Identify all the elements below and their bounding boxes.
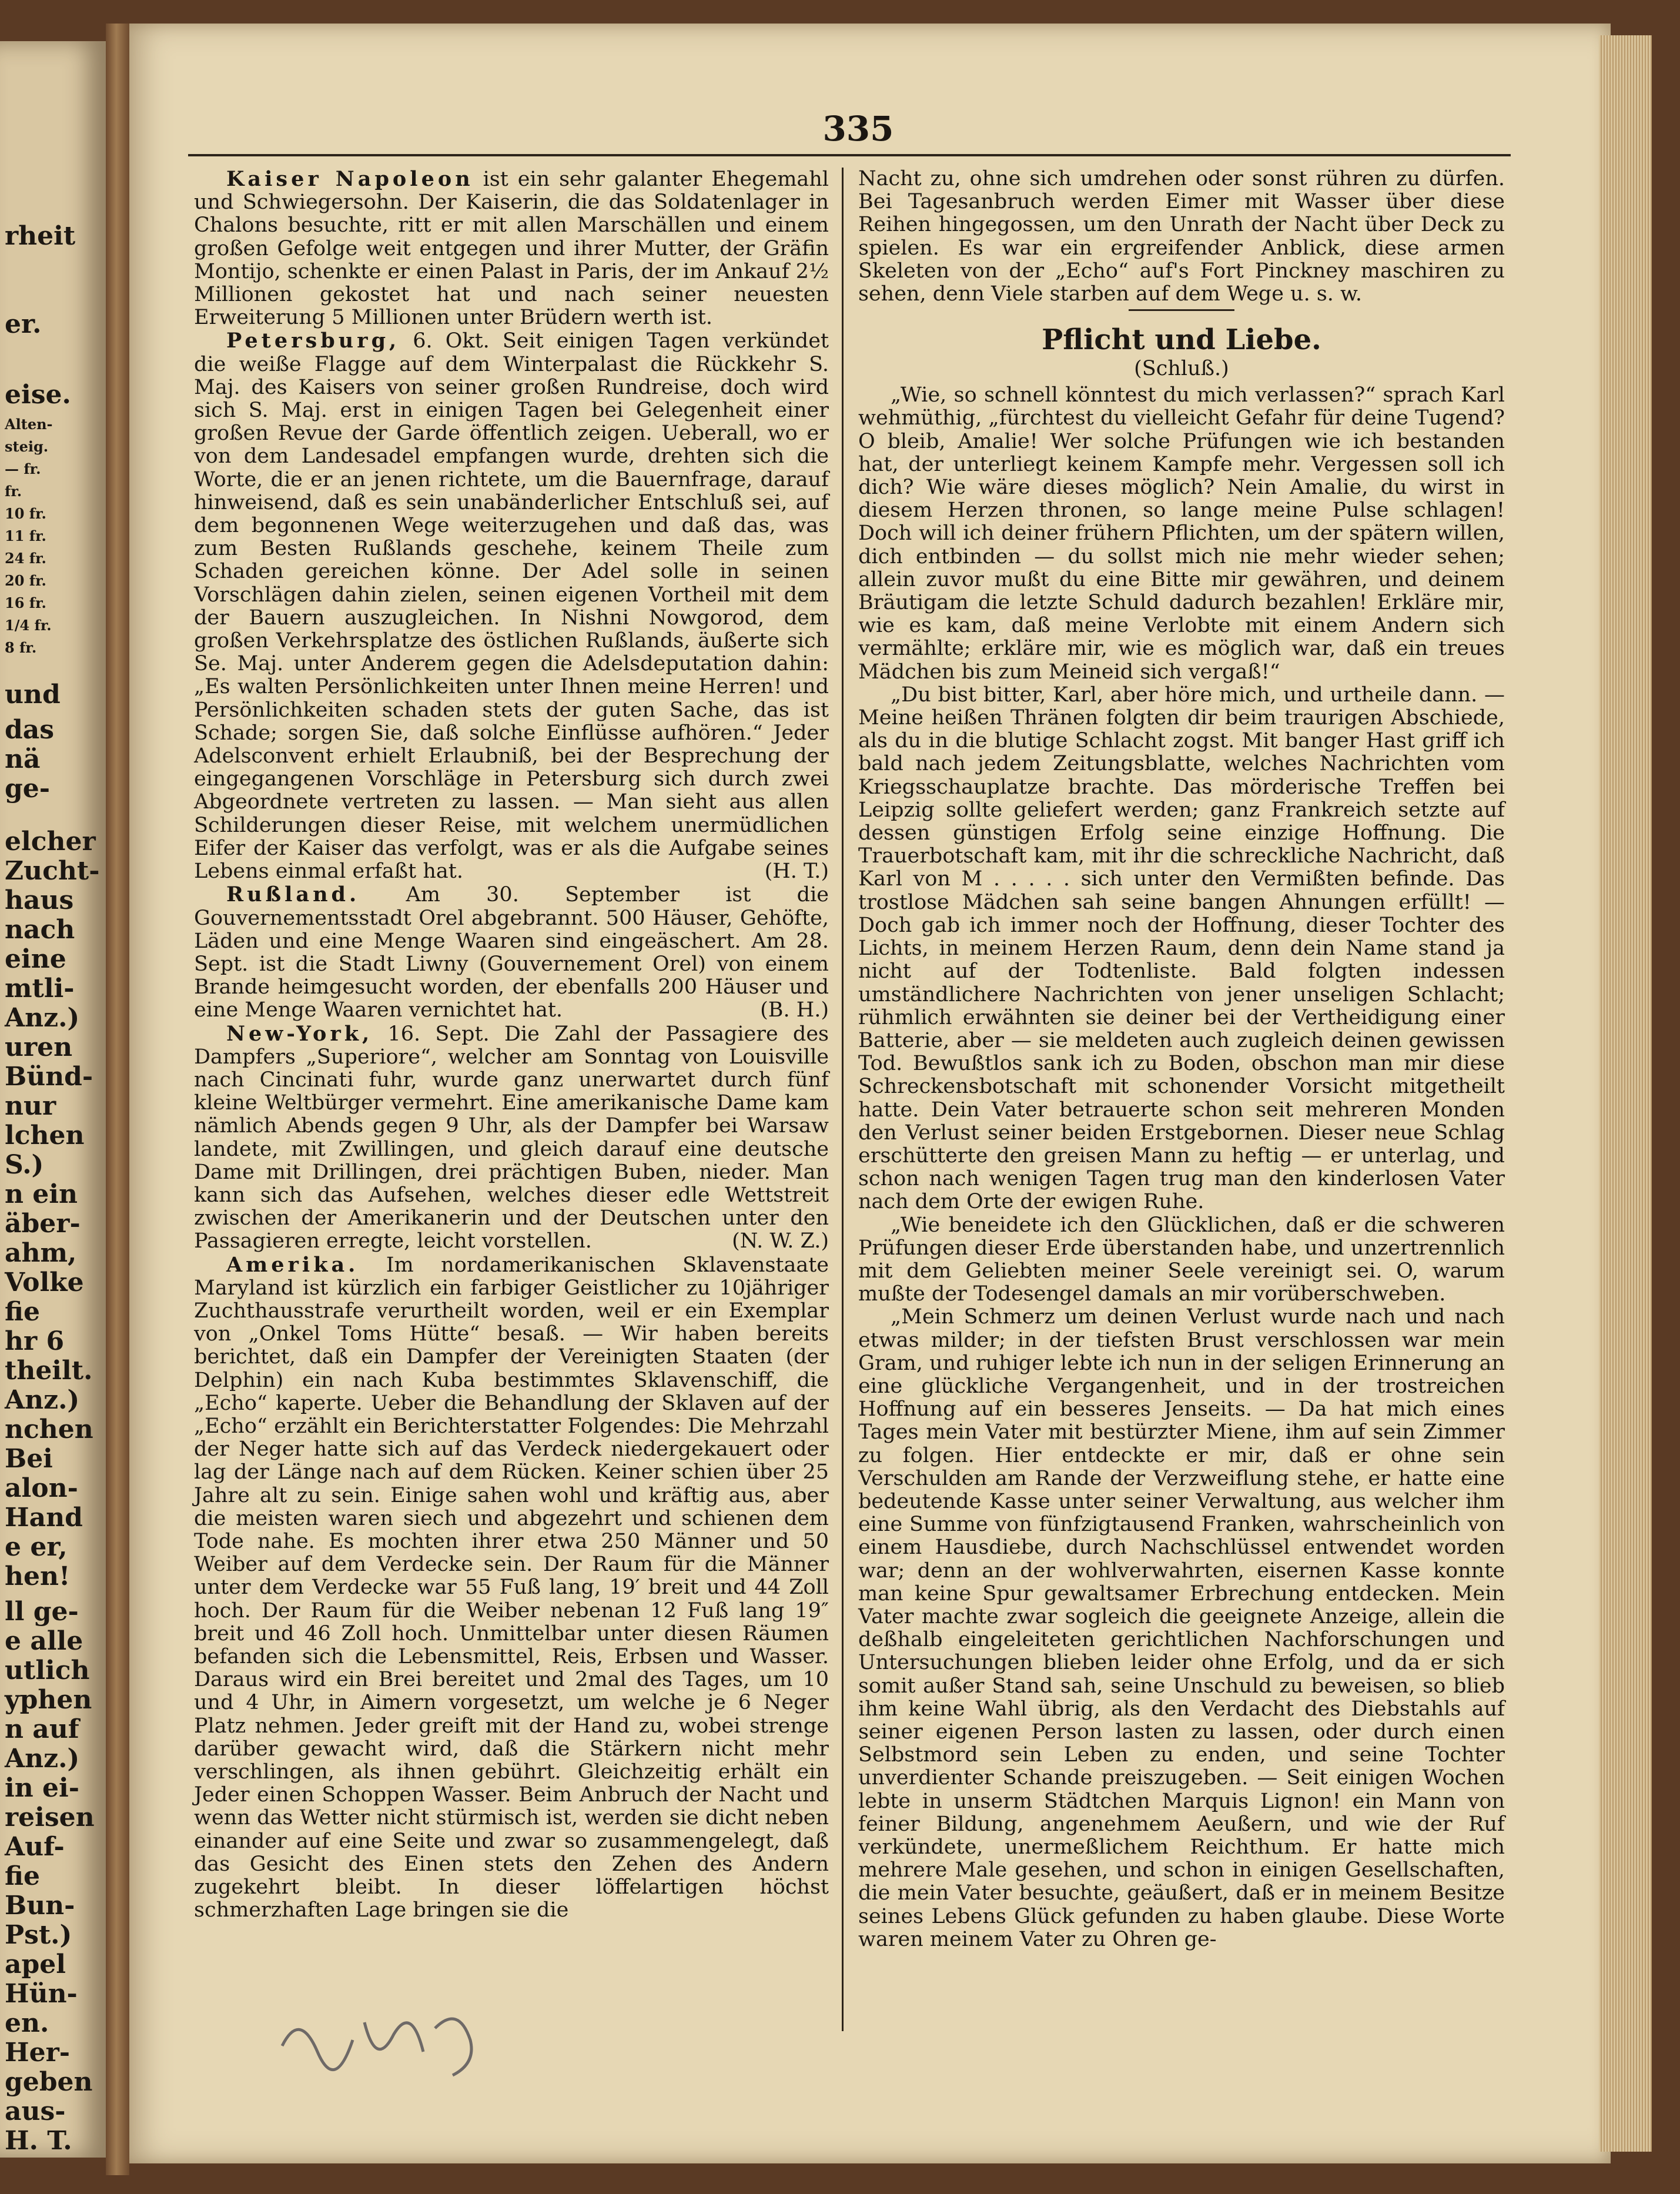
- left-page-word: nach: [5, 915, 75, 945]
- left-page-word: und: [5, 680, 61, 710]
- left-page-word: elcher: [5, 827, 96, 857]
- left-page-price: 1/4 fr.: [5, 617, 52, 634]
- left-page-price: 10 fr.: [5, 505, 46, 522]
- article-lead: Kaiser Napoleon: [226, 167, 474, 191]
- article-lead: New-York,: [226, 1021, 373, 1046]
- left-page-word: Anz.): [5, 1385, 80, 1415]
- article-text: ist ein sehr galanter Ehegemahl und Schwiegersohn. Der Kaiserin, die das Soldatenlager in Chalons besuchte, ritt er mit allen Marschällen und einem großen Gefolge weit entgegen und ihrer Mutter, der Gräfin Montijo, schenkte er einen Palast in Paris, der im Ankauf 2½ Millionen gekostet hat und nach seiner neuesten Erweiterung 5 Millionen unter Brüdern werth ist.: [194, 168, 829, 330]
- left-page-price: 16 fr.: [5, 594, 46, 611]
- left-page-word: Bünd-: [5, 1062, 93, 1092]
- story-paragraph: „Wie beneidete ich den Glücklichen, daß er die schweren Prüfungen dieser Erde überstanden habe, und unzertrennlich mit dem Geliebten meiner Seele vereinigt sei. O, warum mußte der Todesengel damals an mir vorüberschweben.: [858, 1213, 1505, 1306]
- left-page-word: n auf: [5, 1714, 79, 1744]
- left-page-price: 24 fr.: [5, 550, 46, 567]
- left-page-word: ahm,: [5, 1238, 77, 1268]
- left-page-word: Hand: [5, 1503, 83, 1533]
- left-page-word: Hün-: [5, 1979, 78, 2009]
- left-page-word: Pst.): [5, 1920, 72, 1950]
- left-page-price: 11 fr.: [5, 527, 46, 544]
- left-page-word: e er,: [5, 1532, 68, 1562]
- article-text: 6. Okt. Seit einigen Tagen verkündet die weiße Flagge auf dem Winterpalast die Rückkehr S. Maj. des Kaisers von seiner großen Rundreise, doch wird sich S. Maj. erst in einigen Tagen bei Gelegenheit einer großen Revue der Garde öffentlich zeigen. Ueberall, wo er von dem Landesadel empfangen wurde, drehten sich die Worte, die er an jenen richtete, um die Bauernfrage, darauf hinweisend, daß es sein unabänderlicher Entschluß sei, auf dem begonnenen Wege weiterzugehen und daß das, was zum Besten Rußlands geschehe, keinem Theile zum Schaden gereichen könne. Der Adel solle in seinen Vorschlägen dahin zielen, seinen eigenen Vortheil mit dem der Bauern auszugleichen. In Nishni Nowgorod, dem großen Verkehrsplatze des östlichen Rußlands, äußerte sich Se. Maj. unter Anderem gegen die Adelsdeputation dahin: „Es walten Persönlichkeiten unter Ihnen meine Herren! und Persönlichkeiten schaden stets der guten Sache, das ist Schade; sorgen Sie, daß solche Einflüsse aufhören.“ Jeder Adelsconvent erhielt Erlaubniß, bei der Besprechung der eingegangenen Vorschläge in Petersburg sich durch zwei Abgeordnete vertreten zu lassen. — Man sieht aus allen Schilderungen dieser Reise, mit welchem unermüdlichen Eifer der Kaiser das verfolgt, was er als die Aufgabe seines Lebens einmal erfaßt hat.: [194, 329, 829, 884]
- left-page-price: Alten-: [5, 416, 53, 433]
- article-text: 16. Sept. Die Zahl der Passagiere des Dampfers „Superiore“, welcher am Sonntag von Louisville nach Cincinati fuhr, wurde ganz unerwartet durch fünf kleine Weltbürger vermehrt. Eine amerikanische Dame kam nämlich Abends gegen 9 Uhr, als der Dampfer bei Warsaw landete, mit Zwillingen, und gleich darauf eine deutsche Dame mit Drillingen, drei prächtigen Buben, nieder. Man kann sich das Aufsehen, welches dieser edle Wettstreit zwischen der Amerikanerin und der Deutschen unter den Passagieren erregte, leicht vorstellen.: [194, 1022, 829, 1253]
- left-page-word: eine: [5, 944, 66, 974]
- article-source: (B. H.): [760, 998, 829, 1022]
- book-gutter: [106, 24, 129, 2175]
- left-page-word: hen!: [5, 1561, 71, 1591]
- left-page-word: geben: [5, 2067, 93, 2097]
- left-page-word: Auf-: [5, 1832, 65, 1862]
- left-page-price: — fr.: [5, 460, 41, 477]
- article-petersburg: [194, 329, 829, 883]
- left-page-word: H. T.: [5, 2126, 72, 2156]
- left-page-word: aus-: [5, 2096, 66, 2126]
- left-page-price: 8 fr.: [5, 639, 37, 656]
- column-divider: [842, 168, 844, 2031]
- article-lead: Rußland.: [226, 882, 360, 907]
- left-page-word: Zucht-: [5, 856, 100, 886]
- article-source: (N. W. Z.): [732, 1229, 829, 1253]
- left-page-word: ge-: [5, 774, 51, 804]
- article-text: Im nordamerikanischen Sklavenstaate Maryland ist kürzlich ein farbiger Geistlicher zu 10jähriger Zuchthausstrafe verurtheilt worden, weil er ein Exemplar von „Onkel Toms Hütte“ besaß. — Wir haben bereits berichtet, daß ein Dampfer der Vereinigten Staaten (der Delphin) ein nach Kuba bestimmtes Sklavenschiff, die „Echo“ kaperte. Ueber die Behandlung der Sklaven auf der „Echo“ erzählt ein Berichterstatter Folgendes: Die Mehrzahl der Neger hatte sich auf das Verdeck niedergekauert oder lag der Länge nach auf dem Rücken. Keiner schien über 25 Jahre alt zu sein. Einige sahen wohl und kräftig aus, aber die meisten waren siech und abgezehrt und schienen dem Tode nahe. Es mochten ihrer etwa 250 Männer und 50 Weiber auf dem Verdecke sein. Der Raum für die Männer unter dem Verdecke war 55 Fuß lang, 19′ breit und 44 Zoll hoch. Der Raum für die Weiber nebenan 12 Fuß lang 19″ breit und 46 Zoll hoch. Unmittelbar unter diesen Räumen befanden sich die Lebensmittel, Reis, Erbsen und Wasser. Daraus wird ein Brei bereitet und 2mal des Tages, um 10 und 4 Uhr, in Aimern vorgesetzt, um welche je 6 Neger Platz nehmen. Jeder greift mit der Hand zu, wobei strenge darüber gewacht wird, daß die Stärkern nicht mehr verschlingen, als ihnen gebührt. Gleichzeitig erhält ein Jeder einen Schoppen Wasser. Beim Anbruch der Nacht und wenn das Wetter nicht stürmisch ist, werden sie dicht neben einander auf eine Seite und zwar so zusammengelegt, daß das Gesicht des Einen stets den Zehen des Andern zugekehrt bleibt. In dieser löffelartigen höchst schmerzhaften Lage bringen sie die: [194, 1253, 829, 1922]
- article-newyork: [194, 1022, 829, 1253]
- left-page-word: fie: [5, 1861, 40, 1891]
- left-page-word: e alle: [5, 1626, 83, 1656]
- left-column: [194, 168, 829, 1922]
- left-page-word: Volke: [5, 1267, 84, 1297]
- left-page-word: en.: [5, 2008, 49, 2038]
- left-page-word: yphen: [5, 1685, 92, 1715]
- left-page-word: ll ge-: [5, 1597, 79, 1627]
- article-source: (H. T.): [764, 859, 829, 884]
- left-page-word: nchen: [5, 1414, 93, 1444]
- left-page-word: nur: [5, 1091, 56, 1121]
- story-subtitle: (Schluß.): [1134, 357, 1229, 381]
- left-page-word: alon-: [5, 1473, 78, 1503]
- left-page-word: Bei: [5, 1444, 53, 1474]
- left-page-word: nä: [5, 744, 41, 774]
- adjacent-left-page: [0, 41, 106, 2158]
- left-page-word: apel: [5, 1949, 66, 1979]
- left-page-word: er.: [5, 309, 42, 339]
- left-page-word: reisen: [5, 1802, 95, 1832]
- left-page-word: in ei-: [5, 1773, 79, 1803]
- article-kaiser: [194, 168, 829, 329]
- story-paragraph: „Du bist bitter, Karl, aber höre mich, und urtheile dann. — Meine heißen Thränen folgten dir beim traurigen Abschiede, als du in die blutige Schlacht zogst. Mit banger Hast griff ich bald nach jedem Zeitungsblatte, welches Nachrichten vom Kriegsschauplatze brachte. Das mörderische Treffen bei Leipzig sollte geliefert werden; ganz Frankreich setzte auf dessen günstigen Erfolg seine einzige Hoffnung. Die Trauerbotschaft kam, mit ihr die schreckliche Nachricht, daß Karl von M . . . . . sich unter den Vermißten befinde. Das trostlose Mädchen sah seine bangen Ahnungen erfüllt! — Doch gab ich immer noch der Hoffnung, dieser Tochter des Lichts, in meinem Herzen Raum, denn dein Name stand ja nicht auf der Todtenliste. Bald folgten indessen umständlichere Nachrichten von jener unseligen Schlacht; rühmlich erwähnten sie deiner bei der Vertheidigung einer Batterie, aber — sie meldeten auch zugleich deinen gewissen Tod. Bewußtlos sank ich zu Boden, obschon man mir diese Schreckensbotschaft mit schonender Vorsicht mitgetheilt hatte. Dein Vater betrauerte schon seit mehreren Monden den Verlust seiner beiden Erstgebornen. Dieser neue Schlag erschütterte den greisen Mann zu heftig — er unterlag, und schon nach wenigen Tagen trug man den kinderlosen Vater nach dem Orte der ewigen Ruhe.: [858, 683, 1505, 1214]
- header-rule: [188, 154, 1511, 156]
- article-continuation: Nacht zu, ohne sich umdrehen oder sonst rühren zu dürfen. Bei Tagesanbruch werden Eimer mit Wasser über diese Reihen hingegossen, um den Unrath der Nacht über Deck zu spielen. Es war ein ergreifender Anblick, diese armen Skeleten von der „Echo“ auf's Fort Pinckney maschiren zu sehen, denn Viele starben auf dem Wege u. s. w.: [858, 167, 1505, 306]
- left-page-word: haus: [5, 885, 74, 915]
- left-page-word: utlich: [5, 1655, 90, 1685]
- left-page-word: Bun-: [5, 1891, 75, 1921]
- left-page-word: uren: [5, 1032, 73, 1062]
- story-paragraph: „Mein Schmerz um deinen Verlust wurde nach und nach etwas milder; in der tiefsten Brust verschlossen war mein Gram, und ruhiger lebte ich nun in der seligen Erinnerung an eine glückliche Vergangenheit, und in der trostreichen Hoffnung auf ein besseres Jenseits. — Da hat mich eines Tages mein Vater mit bestürzter Miene, ihm auf sein Zimmer zu folgen. Hier entdeckte er mir, daß er ohne sein Verschulden am Rande der Verzweiflung stehe, er hatte eine bedeutende Kasse unter seiner Verwaltung, aus welcher ihm eine Summe von fünfzigtausend Franken, wahrscheinlich von einem Hausdiebe, durch Nachschlüssel entwendet worden war; denn an der wohlverwahrten, eisernen Kasse konnte man keine Spur gewaltsamer Erbrechung entdecken. Mein Vater machte zwar sogleich die geeignete Anzeige, allein die deßhalb eingeleiteten gerichtlichen Nachforschungen und Untersuchungen blieben leider ohne Erfolg, und da er sich somit außer Stand sah, seine Unschuld zu beweisen, so blieb ihm keine Wahl übrig, als den Verdacht des Diebstahls auf seiner eigenen Person lasten zu lassen, oder durch einen Selbstmord sein Leben zu enden, und seine Tochter unverdienter Schande preiszugeben. — Seit einigen Wochen lebte in unserm Städtchen Marquis Lignon! ein Mann von feiner Bildung, angenehmem Aeußern, und wie der Ruf verkündete, unermeßlichem Reichthum. Er hatte mich mehrere Male gesehen, und schon in einigen Gesellschaften, die mein Vater besuchte, geäußert, daß er in meinem Besitze seines Lebens Glück gefunden zu haben glaube. Diese Worte waren meinem Vater zu Ohren ge-: [858, 1305, 1505, 1951]
- left-page-word: eise.: [5, 380, 71, 410]
- left-page-word: Anz.): [5, 1744, 80, 1774]
- left-page-word: hr 6: [5, 1326, 65, 1356]
- left-page-word: theilt.: [5, 1356, 93, 1386]
- left-page-word: S.): [5, 1150, 44, 1180]
- article-text: Am 30. September ist die Gouvernementsstadt Orel abgebrannt. 500 Häuser, Gehöfte, Läden und eine Menge Waaren sind eingeäschert. Am 28. Sept. ist die Stadt Liwny (Gouvernement Orel) von einem Brande heimgesucht worden, der ebenfalls 200 Häuser und eine Menge Waaren vernichtet hat.: [194, 883, 829, 1022]
- left-page-word: Anz.): [5, 1003, 80, 1033]
- left-page-price: fr.: [5, 483, 22, 500]
- page-number: 335: [822, 109, 894, 149]
- right-column: [858, 168, 1505, 1951]
- left-page-word: n ein: [5, 1179, 78, 1209]
- left-page-price: 20 fr.: [5, 572, 46, 589]
- left-page-word: äber-: [5, 1209, 81, 1239]
- left-page-word: das: [5, 715, 55, 745]
- left-page-price: steig.: [5, 438, 49, 455]
- pencil-annotation: [276, 1999, 500, 2087]
- left-page-word: fie: [5, 1297, 40, 1327]
- left-page-word: Her-: [5, 2038, 71, 2068]
- left-page-word: mtli-: [5, 974, 75, 1004]
- section-rule: [1129, 309, 1234, 311]
- left-page-word: lchen: [5, 1121, 85, 1150]
- article-russland: [194, 883, 829, 1022]
- article-lead: Amerika.: [226, 1252, 359, 1277]
- story-paragraph: „Wie, so schnell könntest du mich verlassen?“ sprach Karl wehmüthig, „fürchtest du vielleicht Gefahr für deine Tugend? O bleib, Amalie! Wer solche Prüfungen wie ich bestanden hat, der unterliegt keinem Kampfe mehr. Vergessen soll ich dich? Wie wäre dieses möglich? Nein Amalie, du wirst in diesem Herzen thronen, so lange meine Pulse schlagen! Doch will ich deiner frühern Pflichten, um der spätern willen, dich entbinden — du sollst mich nie mehr wieder sehen; allein zuvor mußt du eine Bitte mir gewähren, und deinem Bräutigam die letzte Schuld dadurch bezahlen! Erkläre mir, wie es kam, daß meine Verlobte mit einem Andern sich vermählte; erkläre mir, wie es möglich war, daß ein treues Mädchen bis zum Meineid sich vergaß!“: [858, 383, 1505, 684]
- left-page-word: rheit: [5, 221, 76, 251]
- article-lead: Petersburg,: [226, 329, 400, 353]
- article-amerika: [194, 1253, 829, 1922]
- story-title: Pflicht und Liebe.: [1042, 323, 1321, 357]
- page-edge-stack: [1599, 35, 1652, 2152]
